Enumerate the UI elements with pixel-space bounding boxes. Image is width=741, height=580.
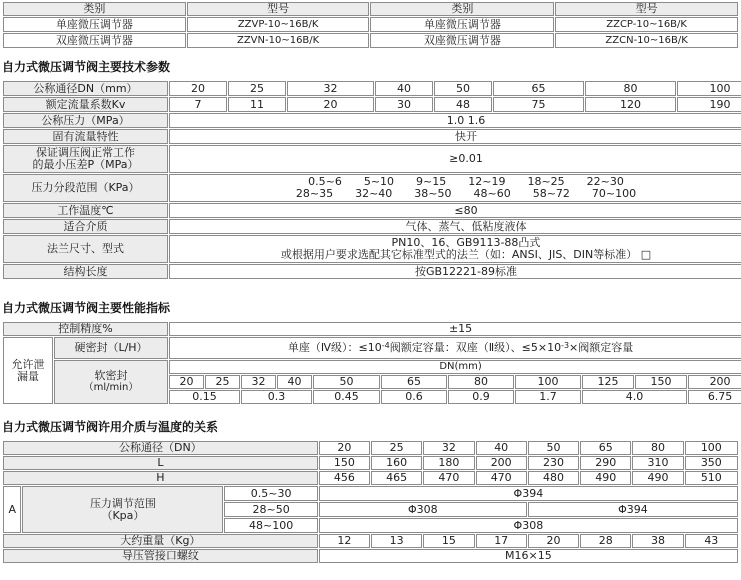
flow-label: 固有流量特性 (3, 129, 168, 144)
l-value: 160 (371, 456, 422, 470)
dn-value: 200 (688, 375, 741, 389)
dn-label: 公称通径（DN） (3, 441, 318, 455)
range-row-label: 48~100 (224, 518, 317, 533)
hard-seal-text: 阀额定容量：双座（Ⅱ级）、≤5×10 (389, 341, 562, 354)
hard-seal-label: 硬密封（L/H） (54, 337, 168, 359)
model-category: 双座微压调节器 (3, 33, 186, 48)
soft-seal-value: 4.0 (582, 390, 687, 404)
min-diff-label-line: 保证调压阀正常工作 (36, 146, 135, 159)
dn-value: 100 (685, 441, 738, 455)
header-category: 类别 (3, 2, 186, 16)
pressure-label: 公称压力（MPa） (3, 113, 168, 128)
dn-value: 20 (169, 81, 227, 96)
h-value: 480 (528, 471, 579, 485)
range-row-label: 28~50 (224, 502, 317, 517)
dn-value: 40 (476, 441, 527, 455)
h-value: 470 (423, 471, 474, 485)
hard-seal-text: ×阀额定容量 (569, 341, 634, 354)
temp-table (2, 440, 739, 564)
flange-label: 法兰尺寸、型式 (3, 235, 168, 263)
header-model: 型号 (555, 2, 738, 16)
dn-value: 20 (169, 375, 204, 389)
kv-value: 30 (375, 97, 433, 112)
header-category: 类别 (370, 2, 554, 16)
weight-value: 15 (423, 534, 474, 548)
soft-seal-value: 0.3 (241, 390, 312, 404)
dn-value: 80 (632, 441, 683, 455)
hard-seal-exponent: -4 (381, 341, 390, 350)
h-value: 490 (580, 471, 631, 485)
dn-value: 32 (287, 81, 374, 96)
dn-value: 40 (375, 81, 433, 96)
accuracy-label: 控制精度% (3, 322, 168, 336)
soft-seal-value: 1.7 (515, 390, 581, 404)
dn-value: 125 (582, 375, 634, 389)
h-value: 470 (476, 471, 527, 485)
kv-value: 7 (169, 97, 227, 112)
model-category: 单座微压调节器 (3, 17, 186, 32)
kv-value: 190 (677, 97, 741, 112)
range-row-value: Φ394 (319, 486, 738, 501)
a-label: A (3, 486, 21, 533)
weight-value: 28 (580, 534, 631, 548)
dn-value: 32 (423, 441, 474, 455)
model-code: ZZVN-10~16B/K (187, 33, 370, 48)
range-label: 压力分段范围（KPa） (3, 174, 168, 202)
hard-seal-value (169, 337, 741, 359)
dn-value: 20 (319, 441, 370, 455)
dn-value: 65 (381, 375, 447, 389)
soft-seal-label-line: （ml/min） (83, 382, 139, 393)
range-line: 0.5~6 5~10 9~15 12~19 18~25 22~30 (308, 175, 624, 188)
thread-value: M16×15 (319, 549, 738, 563)
flange-line: PN10、16、GB9113-88凸式 (391, 236, 541, 249)
h-value: 490 (632, 471, 683, 485)
dn-value: 100 (677, 81, 741, 96)
pressure-value: 1.0 1.6 (169, 113, 741, 128)
weight-value: 38 (632, 534, 683, 548)
kv-value: 75 (493, 97, 584, 112)
leak-label-line: 允许泄 (11, 357, 45, 371)
section-title-temp: 自力式微压调节阀许用介质与温度的关系 (2, 420, 219, 434)
model-category: 单座微压调节器 (370, 17, 554, 32)
min-diff-label (3, 145, 168, 173)
perf-table (2, 321, 739, 405)
weight-value: 20 (528, 534, 579, 548)
tech-table (2, 80, 739, 280)
dn-value: 25 (371, 441, 422, 455)
media-label: 适合介质 (3, 219, 168, 234)
model-code: ZZVP-10~16B/K (187, 17, 370, 32)
dn-value: 25 (228, 81, 286, 96)
kv-value: 120 (585, 97, 676, 112)
dn-label: 公称通径DN（mm） (3, 81, 168, 96)
range-label (22, 486, 223, 533)
l-value: 310 (632, 456, 683, 470)
h-value: 456 (319, 471, 370, 485)
hard-seal-text: 单座（Ⅳ级）：≤10 (287, 341, 382, 354)
flow-value: 快开 (169, 129, 741, 144)
temp-label: 工作温度℃ (3, 203, 168, 218)
kv-value: 48 (434, 97, 492, 112)
range-row-value: Φ394 (528, 502, 738, 517)
hard-seal-exponent: -3 (561, 341, 570, 350)
kv-label: 额定流量系数Kv (3, 97, 168, 112)
dn-value: 80 (585, 81, 676, 96)
dn-value: 50 (434, 81, 492, 96)
dn-value: 50 (313, 375, 380, 389)
l-value: 350 (685, 456, 738, 470)
soft-seal-value: 0.15 (169, 390, 240, 404)
media-value: 气体、蒸气、低粘度液体 (169, 219, 741, 234)
soft-seal-value: 0.9 (448, 390, 514, 404)
range-label-line: （Kpa） (101, 508, 145, 522)
l-value: 180 (423, 456, 474, 470)
range-line: 28~35 32~40 38~50 48~60 58~72 70~100 (295, 187, 637, 200)
dn-value: 65 (580, 441, 631, 455)
min-diff-label-line: 的最小压差P（MPa） (32, 158, 139, 171)
length-label: 结构长度 (3, 264, 168, 279)
dn-value: 50 (528, 441, 579, 455)
l-label: L (3, 456, 318, 470)
dn-value: 100 (515, 375, 581, 389)
dn-value: 80 (448, 375, 514, 389)
model-code: ZZCP-10~16B/K (555, 17, 738, 32)
h-label: H (3, 471, 318, 485)
flange-value (169, 235, 741, 263)
model-code: ZZCN-10~16B/K (555, 33, 738, 48)
range-label-line: 压力调节范围 (89, 496, 156, 510)
range-row-value: Φ308 (319, 518, 738, 533)
accuracy-value: ±15 (169, 322, 741, 336)
dn-value: 65 (493, 81, 584, 96)
dn-value: 150 (635, 375, 687, 389)
model-table (2, 1, 739, 49)
l-value: 150 (319, 456, 370, 470)
h-value: 465 (371, 471, 422, 485)
range-value (169, 174, 741, 202)
temp-value: ≤80 (169, 203, 741, 218)
length-value: 按GB12221-89标准 (169, 264, 741, 279)
dn-value: 40 (277, 375, 312, 389)
weight-value: 13 (371, 534, 422, 548)
soft-seal-value: 0.6 (381, 390, 447, 404)
l-value: 230 (528, 456, 579, 470)
leak-label (3, 337, 53, 404)
kv-value: 20 (287, 97, 374, 112)
l-value: 200 (476, 456, 527, 470)
weight-value: 43 (685, 534, 738, 548)
range-row-label: 0.5~30 (224, 486, 317, 501)
dn-value: 25 (205, 375, 240, 389)
range-row-value: Φ308 (319, 502, 527, 517)
soft-seal-value: 6.75 (688, 390, 741, 404)
dn-header: DN(mm) (169, 360, 741, 374)
soft-seal-label (54, 360, 168, 404)
kv-value: 11 (228, 97, 286, 112)
dn-value: 32 (241, 375, 276, 389)
soft-seal-label-line: 软密封 (94, 369, 128, 382)
soft-seal-value: 0.45 (313, 390, 380, 404)
l-value: 290 (580, 456, 631, 470)
weight-label: 大约重量（Kg） (3, 534, 318, 548)
weight-value: 12 (319, 534, 370, 548)
model-category: 双座微压调节器 (370, 33, 554, 48)
header-model: 型号 (187, 2, 370, 16)
thread-label: 导压管接口螺纹 (3, 549, 318, 563)
h-value: 510 (685, 471, 738, 485)
weight-value: 17 (476, 534, 527, 548)
flange-line: 或根据用户要求选配其它标准型式的法兰（如：ANSI、JIS、DIN等标准） □ (280, 248, 652, 261)
section-title-tech: 自力式微压调节阀主要技术参数 (2, 60, 171, 74)
min-diff-value: ≥0.01 (169, 145, 741, 173)
section-title-perf: 自力式微压调节阀主要性能指标 (2, 301, 171, 315)
leak-label-line: 漏量 (17, 369, 39, 383)
